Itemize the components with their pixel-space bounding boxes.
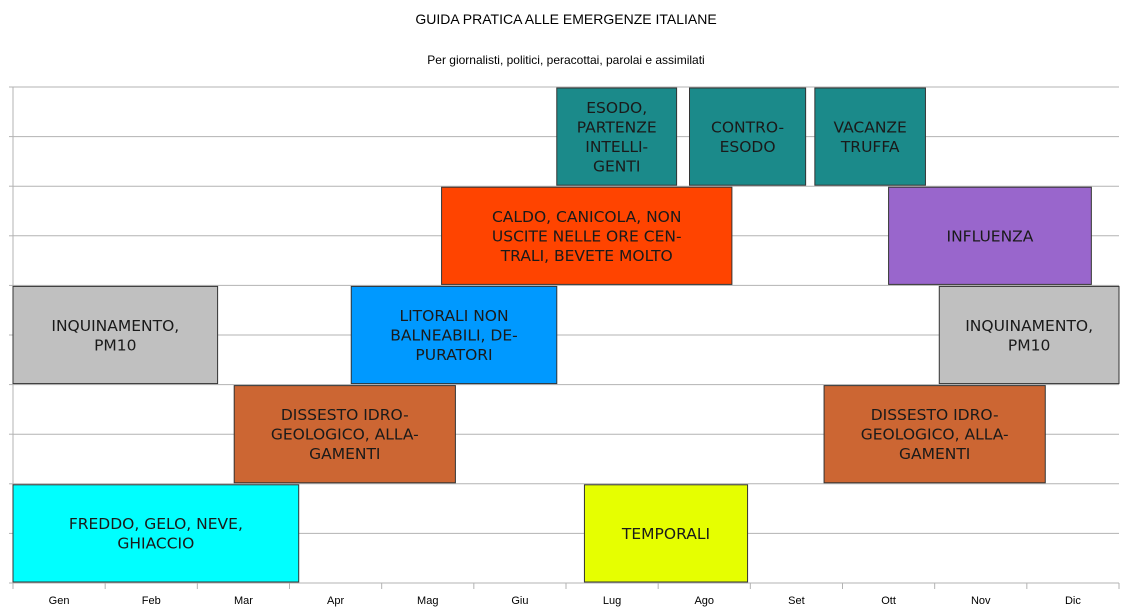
bar-label: INFLUENZA bbox=[946, 227, 1034, 246]
bar-label: CONTRO- bbox=[711, 118, 785, 137]
x-tick-label: Apr bbox=[327, 595, 345, 607]
x-tick-label: Feb bbox=[141, 595, 161, 607]
bar-label: PURATORI bbox=[415, 346, 493, 364]
x-tick-label: Gen bbox=[48, 595, 70, 607]
bar-label: DISSESTO IDRO- bbox=[870, 406, 999, 425]
bar-label: GAMENTI bbox=[898, 445, 971, 464]
bar-label: PM10 bbox=[94, 336, 137, 355]
x-tick-label: Ago bbox=[694, 595, 715, 607]
bar-label: LITORALI NON bbox=[399, 307, 509, 325]
x-tick-label: Set bbox=[788, 595, 805, 607]
bar bbox=[815, 88, 926, 185]
x-tick-label: Mag bbox=[417, 595, 439, 607]
x-tick-label: Ott bbox=[881, 595, 896, 607]
bar-label: GAMENTI bbox=[309, 445, 381, 464]
bar-label: ESODO, bbox=[586, 98, 648, 117]
bar-label: INQUINAMENTO, bbox=[51, 316, 180, 335]
bar-label: USCITE NELLE ORE CEN- bbox=[491, 227, 682, 246]
x-tick-label: Mar bbox=[233, 595, 253, 607]
x-tick-label: Nov bbox=[970, 595, 991, 607]
bar-label: DISSESTO IDRO- bbox=[280, 406, 409, 425]
bar-label: TRUFFA bbox=[840, 137, 900, 156]
bar-label: PARTENZE bbox=[576, 118, 657, 137]
bar bbox=[939, 286, 1119, 383]
bar-label: PM10 bbox=[1007, 336, 1051, 355]
bar-label: GEOLOGICO, ALLA- bbox=[270, 425, 419, 444]
bar-label: CALDO, CANICOLA, NON bbox=[491, 207, 682, 226]
bar-label: BALNEABILI, DE- bbox=[390, 326, 518, 345]
bar-label: ESODO bbox=[719, 137, 776, 156]
x-tick-label: Lug bbox=[602, 595, 622, 607]
bar bbox=[13, 286, 218, 383]
bar-label: GHIACCIO bbox=[117, 534, 195, 553]
x-axis bbox=[13, 583, 1119, 607]
bar bbox=[690, 88, 806, 185]
bar-label: GENTI bbox=[592, 157, 641, 176]
bar-label: VACANZE bbox=[833, 118, 907, 137]
bar bbox=[13, 485, 299, 582]
chart-title: GUIDA PRATICA ALLE EMERGENZE ITALIANE bbox=[415, 11, 717, 27]
bar-label: TRALI, BEVETE MOLTO bbox=[500, 246, 673, 265]
x-tick-label: Dic bbox=[1064, 595, 1081, 607]
bar-label: INQUINAMENTO, bbox=[965, 316, 1094, 335]
bar-label: GEOLOGICO, ALLA- bbox=[860, 425, 1009, 444]
bar-label: FREDDO, GELO, NEVE, bbox=[68, 515, 243, 534]
bar-label: TEMPORALI bbox=[621, 524, 711, 543]
bar-label: INTELLI- bbox=[585, 137, 649, 156]
x-tick-label: Giu bbox=[511, 595, 529, 607]
chart-subtitle: Per giornalisti, politici, peracottai, parolai e assimilati bbox=[427, 53, 705, 67]
